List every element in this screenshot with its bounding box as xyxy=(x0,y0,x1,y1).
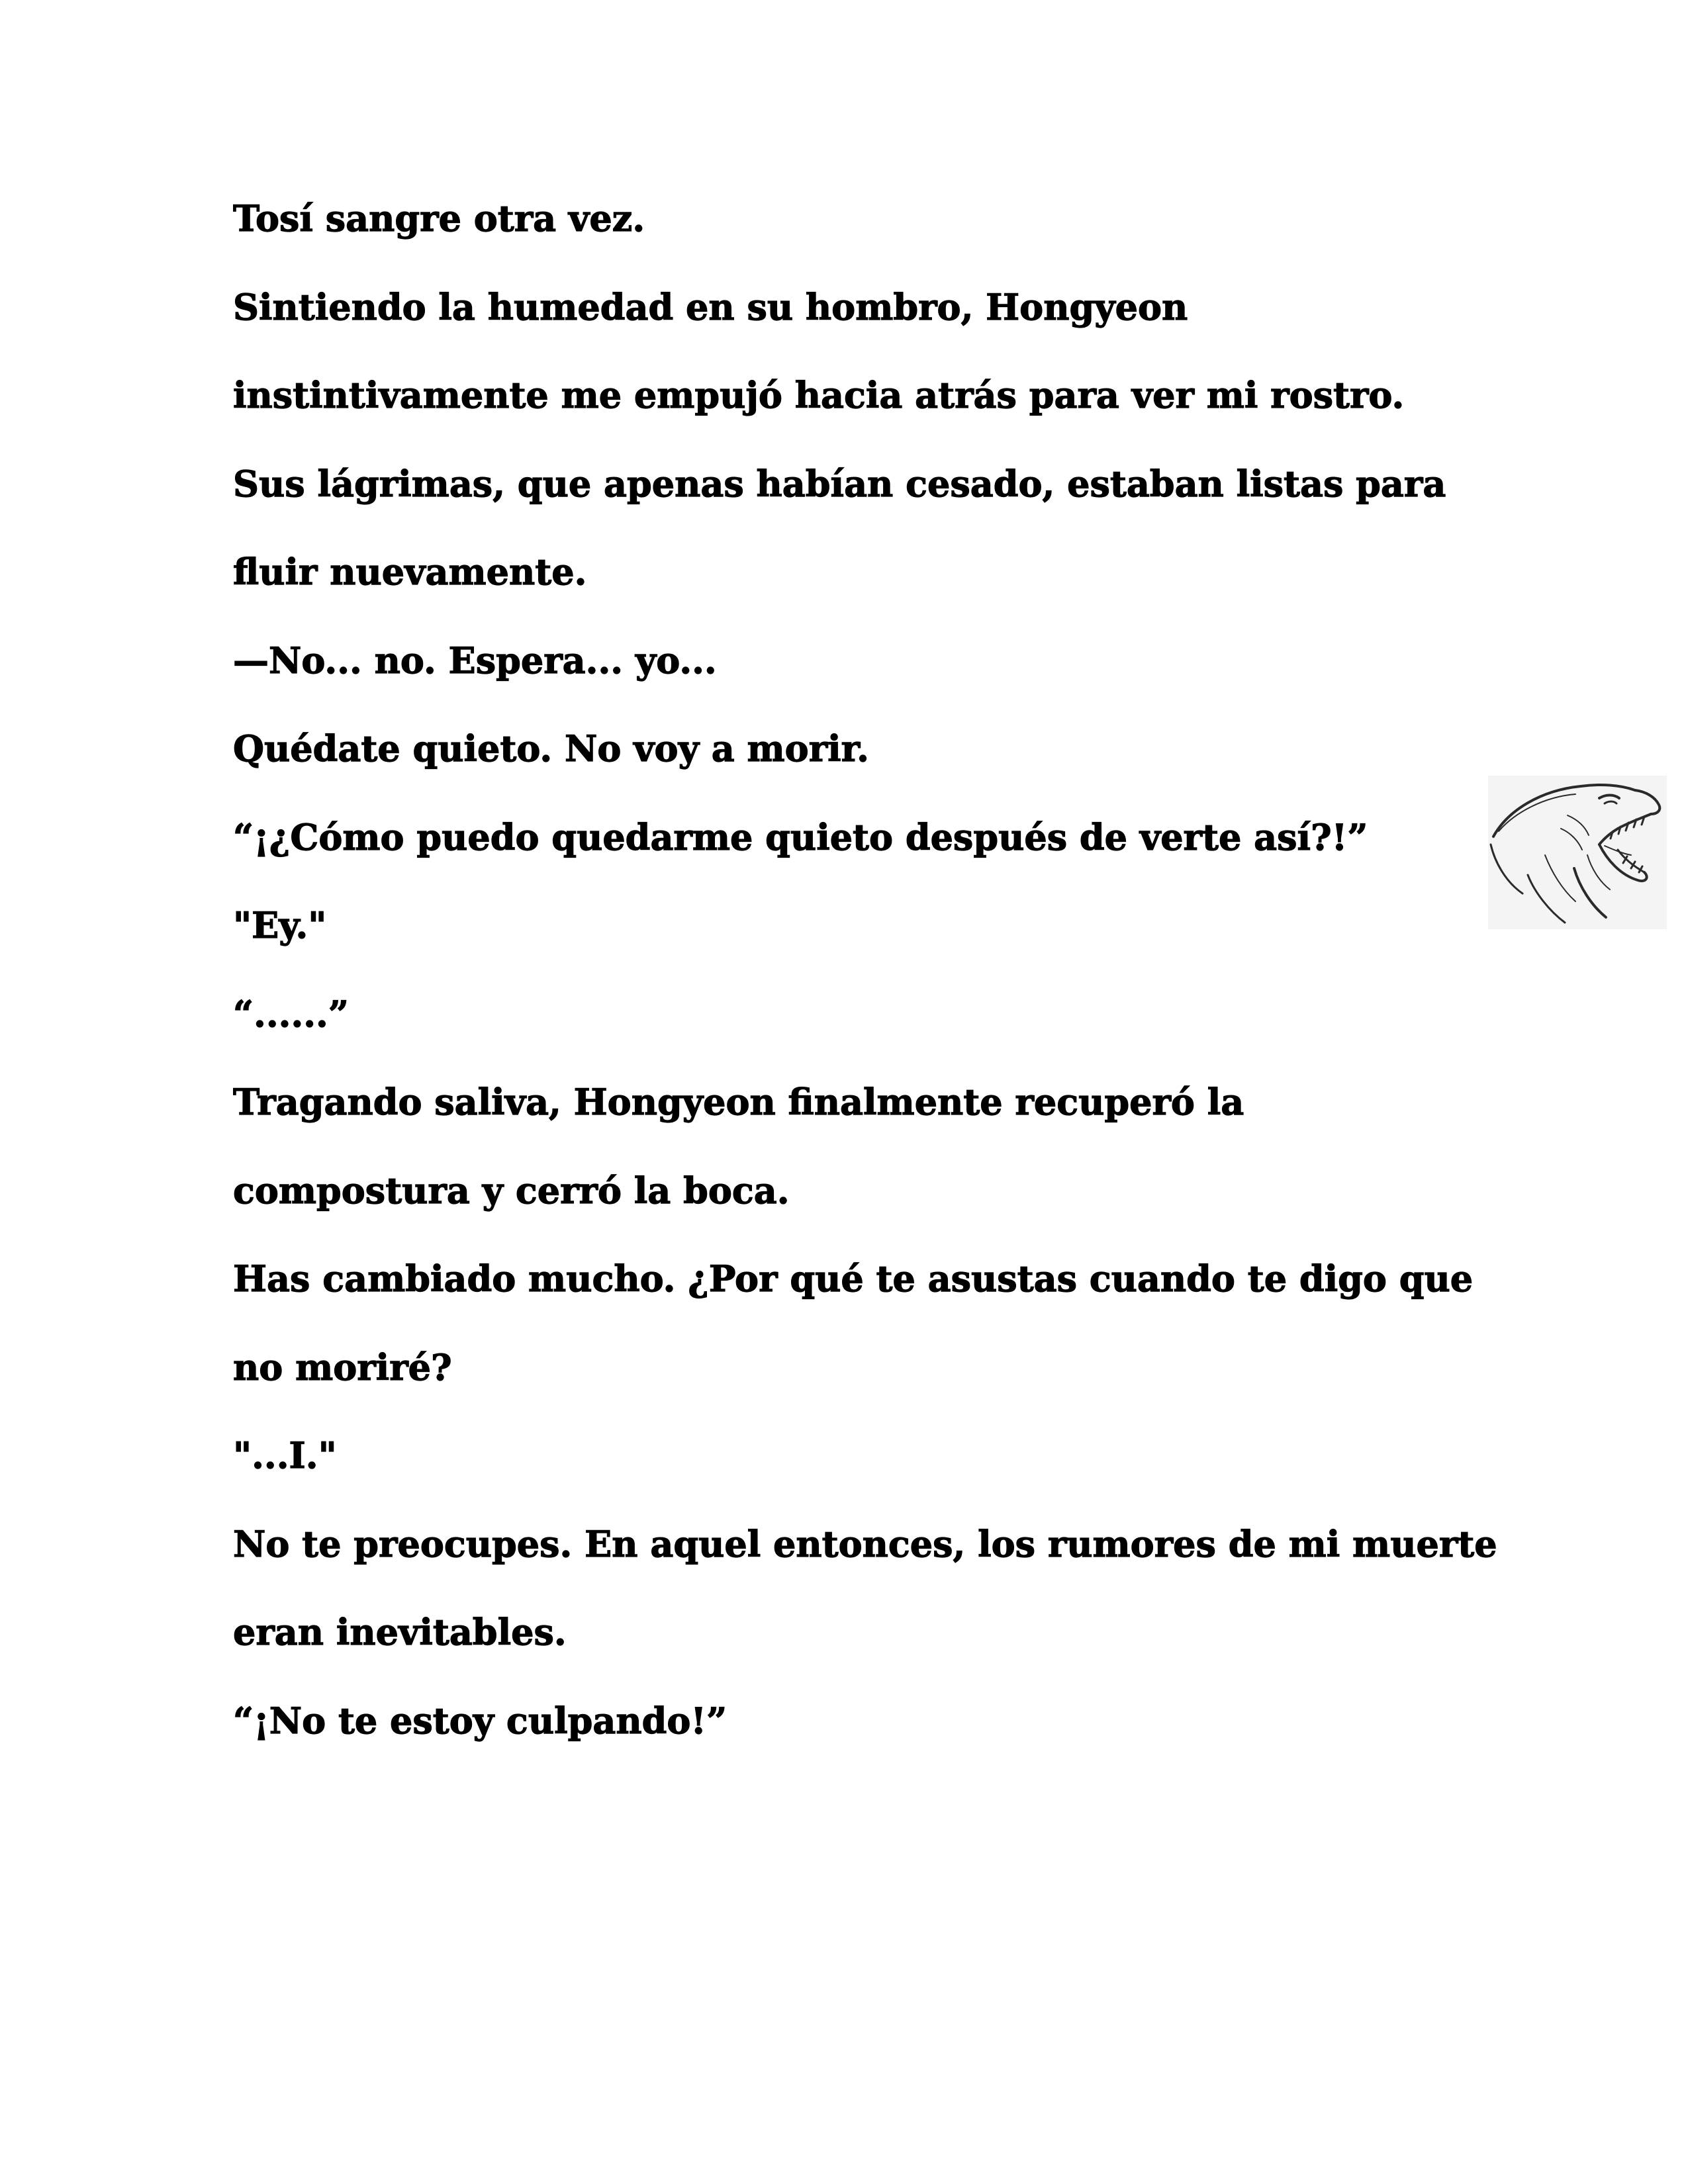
text-line: Has cambiado mucho. ¿Por qué te asustas cuando te digo que xyxy=(233,1257,1474,1300)
text-line: "Ey." xyxy=(233,904,327,946)
text-line: “......” xyxy=(233,992,349,1035)
text-line: no moriré? xyxy=(233,1345,452,1388)
text-line: Sus lágrimas, que apenas habían cesado, estaban listas para xyxy=(233,462,1446,505)
text-line: compostura y cerró la boca. xyxy=(233,1169,790,1212)
text-line: “¡¿Cómo puedo quedarme quieto después de verte así?!” xyxy=(233,815,1368,858)
text-line: —No... no. Espera... yo... xyxy=(233,639,717,682)
text-line: eran inevitables. xyxy=(233,1611,567,1653)
text-line: Quédate quieto. No voy a morir. xyxy=(233,727,869,770)
text-line: No te preocupes. En aquel entonces, los rumores de mi muerte xyxy=(233,1522,1497,1565)
text-line: Tragando saliva, Hongyeon finalmente recuperó la xyxy=(233,1081,1244,1123)
text-line: Tosí sangre otra vez. xyxy=(233,197,645,240)
text-line: fluir nuevamente. xyxy=(233,551,587,593)
body-text xyxy=(233,192,1497,1782)
text-line: "...I." xyxy=(233,1434,337,1477)
dinosaur-head-icon xyxy=(1488,776,1667,929)
text-line: “¡No te estoy culpando!” xyxy=(233,1699,727,1742)
text-line: instintivamente me empujó hacia atrás para ver mi rostro. xyxy=(233,374,1405,416)
text-line: Sintiendo la humedad en su hombro, Hongyeon xyxy=(233,285,1188,328)
